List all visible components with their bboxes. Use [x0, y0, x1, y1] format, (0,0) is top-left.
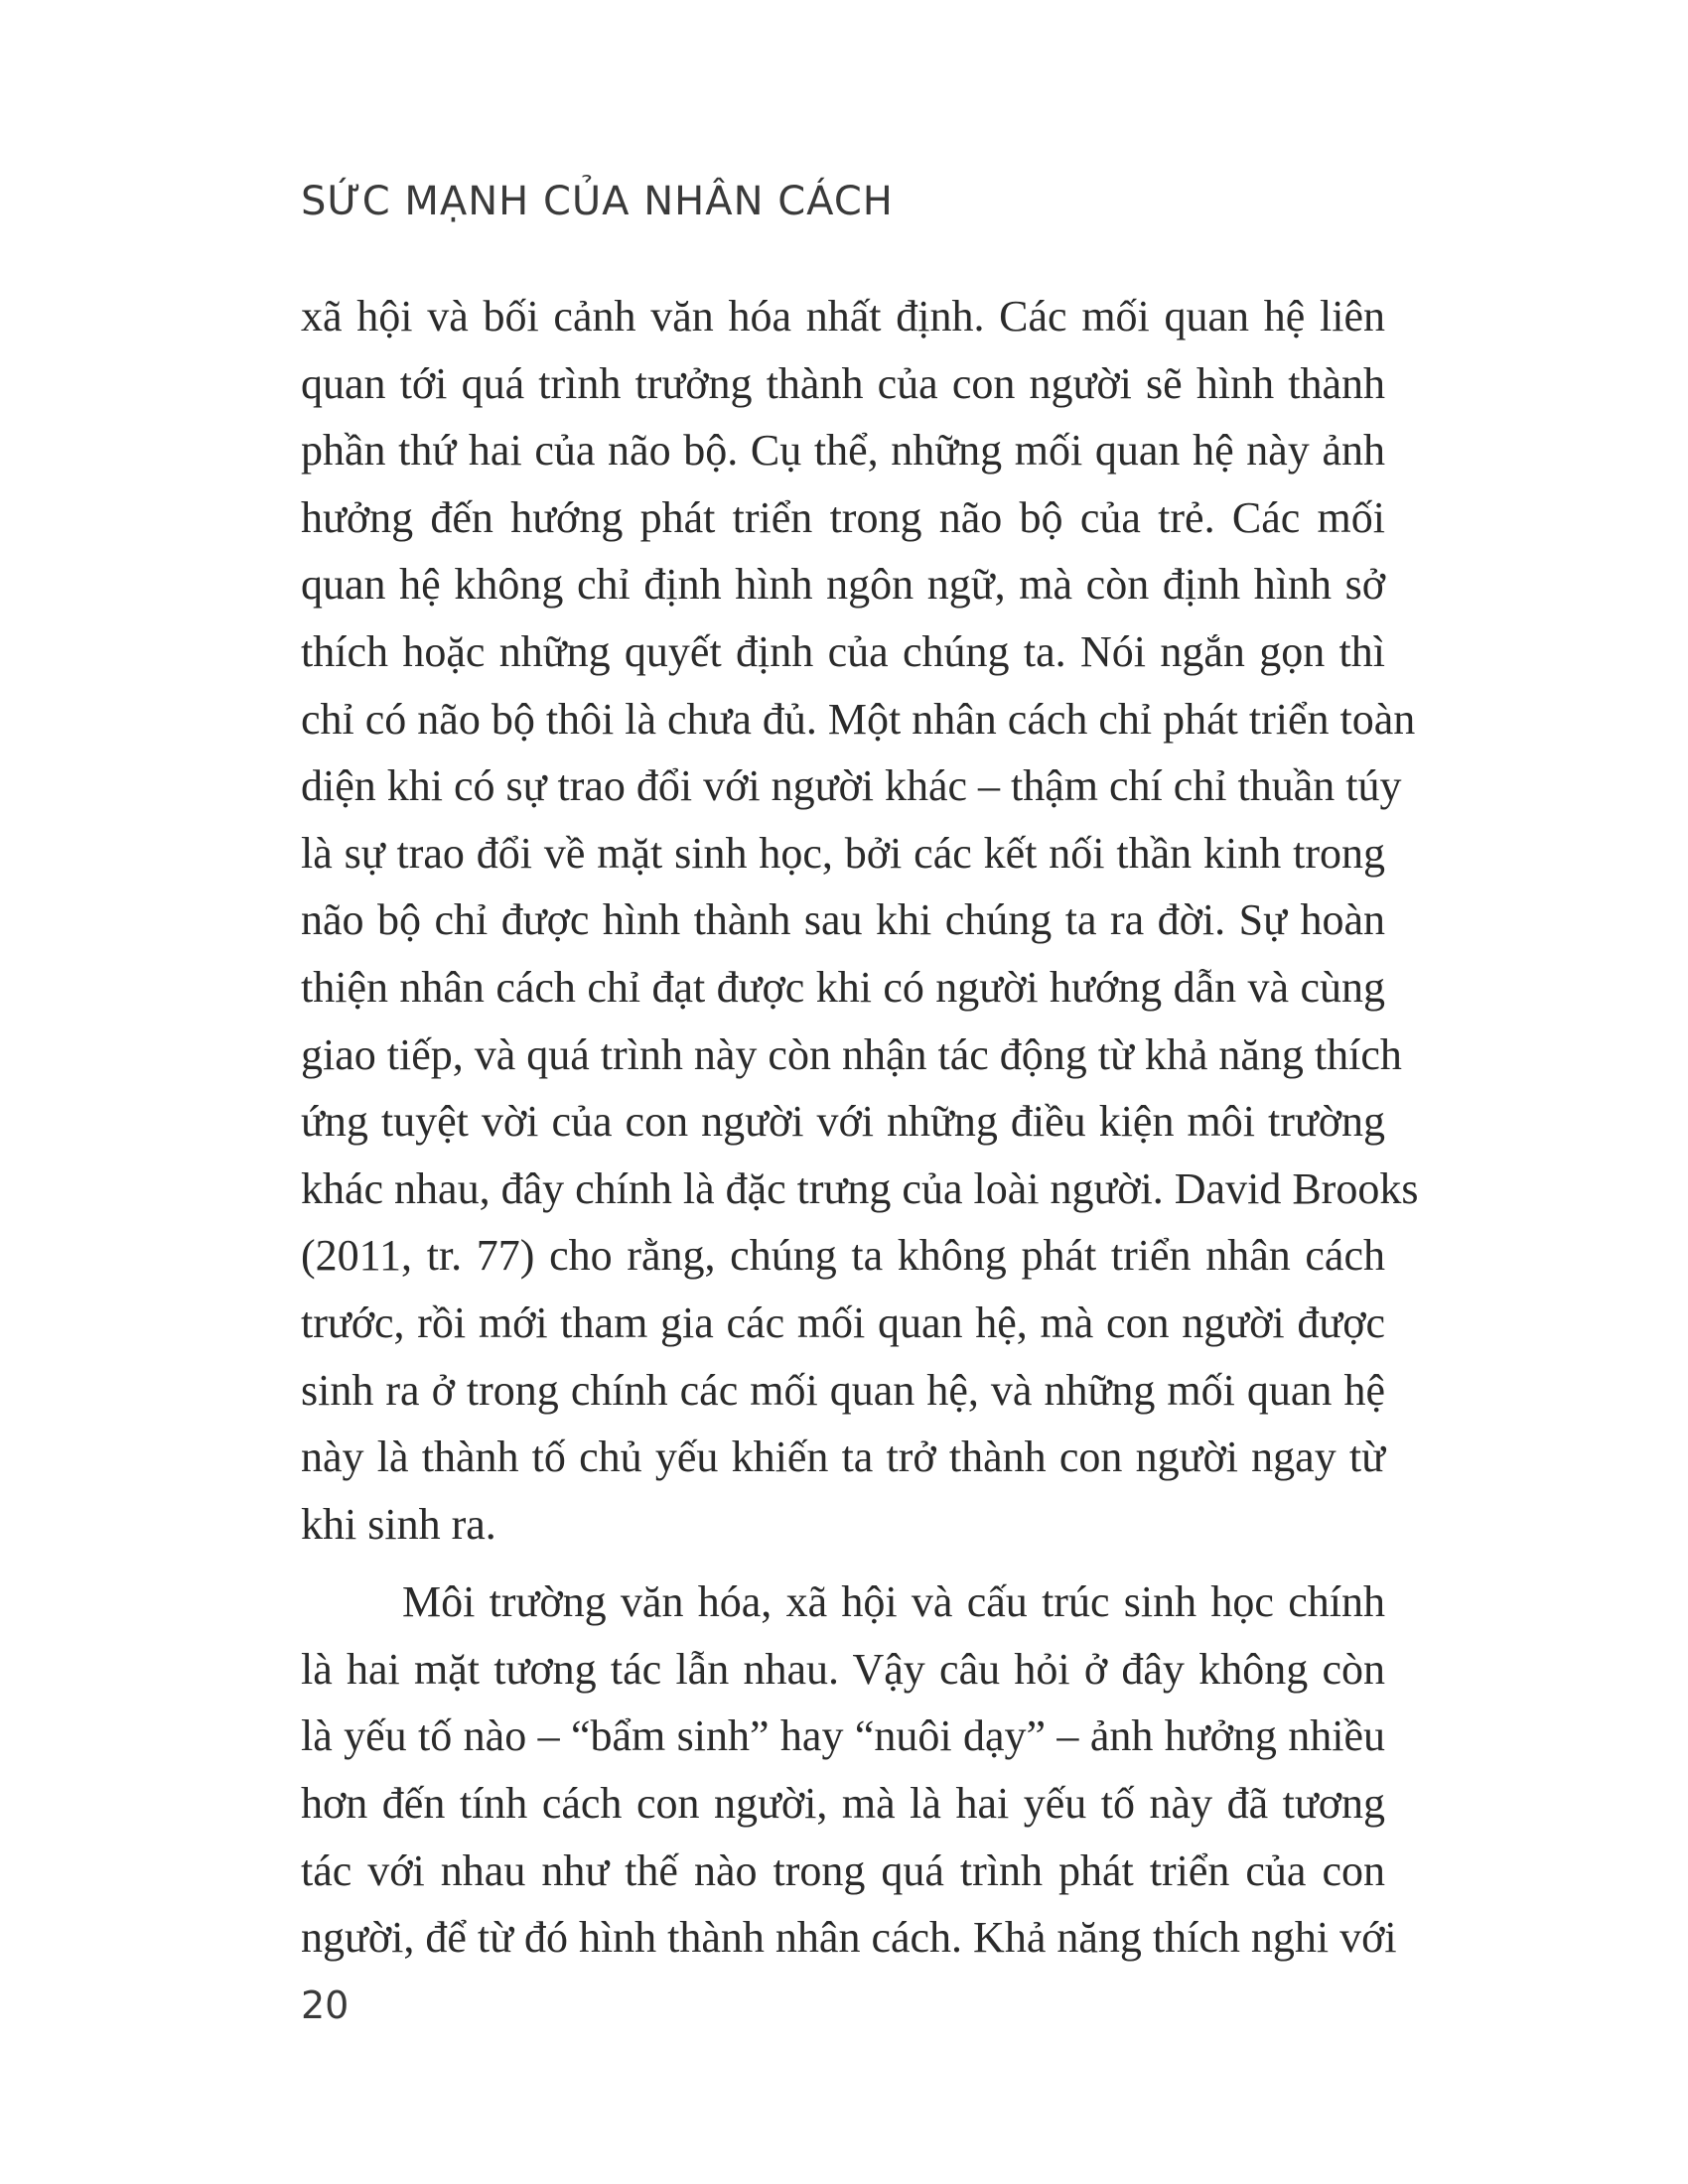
text-line: trước, rồi mới tham gia các mối quan hệ, mà con người được	[301, 1297, 1385, 1347]
text-line: thích hoặc những quyết định của chúng ta. Nói ngắn gọn thì	[301, 626, 1385, 676]
text-line: tác với nhau như thế nào trong quá trình phát triển của con	[301, 1845, 1385, 1895]
body-text	[301, 283, 1419, 1972]
paragraph-1	[301, 283, 1419, 1558]
text-line: sinh ra ở trong chính các mối quan hệ, và những mối quan hệ	[301, 1365, 1385, 1415]
text-line: là hai mặt tương tác lẫn nhau. Vậy câu hỏi ở đây không còn	[301, 1644, 1385, 1694]
text-line: phần thứ hai của não bộ. Cụ thể, những mối quan hệ này ảnh	[301, 426, 1385, 476]
text-line: là yếu tố nào – “bẩm sinh” hay “nuôi dạy” – ảnh hưởng nhiều	[301, 1711, 1385, 1761]
text-line: người, để từ đó hình thành nhân cách. Khả năng thích nghi với	[301, 1913, 1397, 1963]
text-line: chỉ có não bộ thôi là chưa đủ. Một nhân cách chỉ phát triển toàn	[301, 694, 1416, 744]
text-line: này là thành tố chủ yếu khiến ta trở thành con người ngay từ	[301, 1433, 1385, 1482]
text-line: quan tới quá trình trưởng thành của con người sẽ hình thành	[301, 358, 1385, 408]
text-line: não bộ chỉ được hình thành sau khi chúng ta ra đời. Sự hoàn	[301, 895, 1385, 945]
text-line: quan hệ không chỉ định hình ngôn ngữ, mà còn định hình sở	[301, 560, 1385, 610]
text-line: ứng tuyệt vời của con người với những điều kiện môi trường	[301, 1097, 1385, 1147]
paragraph-2	[301, 1569, 1397, 1972]
text-line: là sự trao đổi về mặt sinh học, bởi các kết nối thần kinh trong	[301, 828, 1385, 878]
text-line: hơn đến tính cách con người, mà là hai yếu tố này đã tương	[301, 1779, 1385, 1829]
page-number: 20	[301, 1983, 350, 2027]
text-line: Môi trường văn hóa, xã hội và cấu trúc sinh học chính	[402, 1577, 1385, 1627]
text-line: thiện nhân cách chỉ đạt được khi có người hướng dẫn và cùng	[301, 962, 1385, 1012]
text-line: diện khi có sự trao đổi với người khác – thậm chí chỉ thuần túy	[301, 761, 1402, 811]
text-line: khác nhau, đây chính là đặc trưng của loài người. David Brooks	[301, 1163, 1419, 1213]
text-line: khi sinh ra.	[301, 1499, 496, 1549]
running-header-title: SỨC MẠNH CỦA NHÂN CÁCH	[301, 179, 894, 224]
text-line: xã hội và bối cảnh văn hóa nhất định. Các mối quan hệ liên	[301, 292, 1385, 341]
text-line: hưởng đến hướng phát triển trong não bộ của trẻ. Các mối	[301, 492, 1385, 542]
text-line: (2011, tr. 77) cho rằng, chúng ta không phát triển nhân cách	[301, 1231, 1385, 1281]
text-line: giao tiếp, và quá trình này còn nhận tác động từ khả năng thích	[301, 1029, 1402, 1079]
paragraph-spacer	[301, 1558, 1385, 1569]
